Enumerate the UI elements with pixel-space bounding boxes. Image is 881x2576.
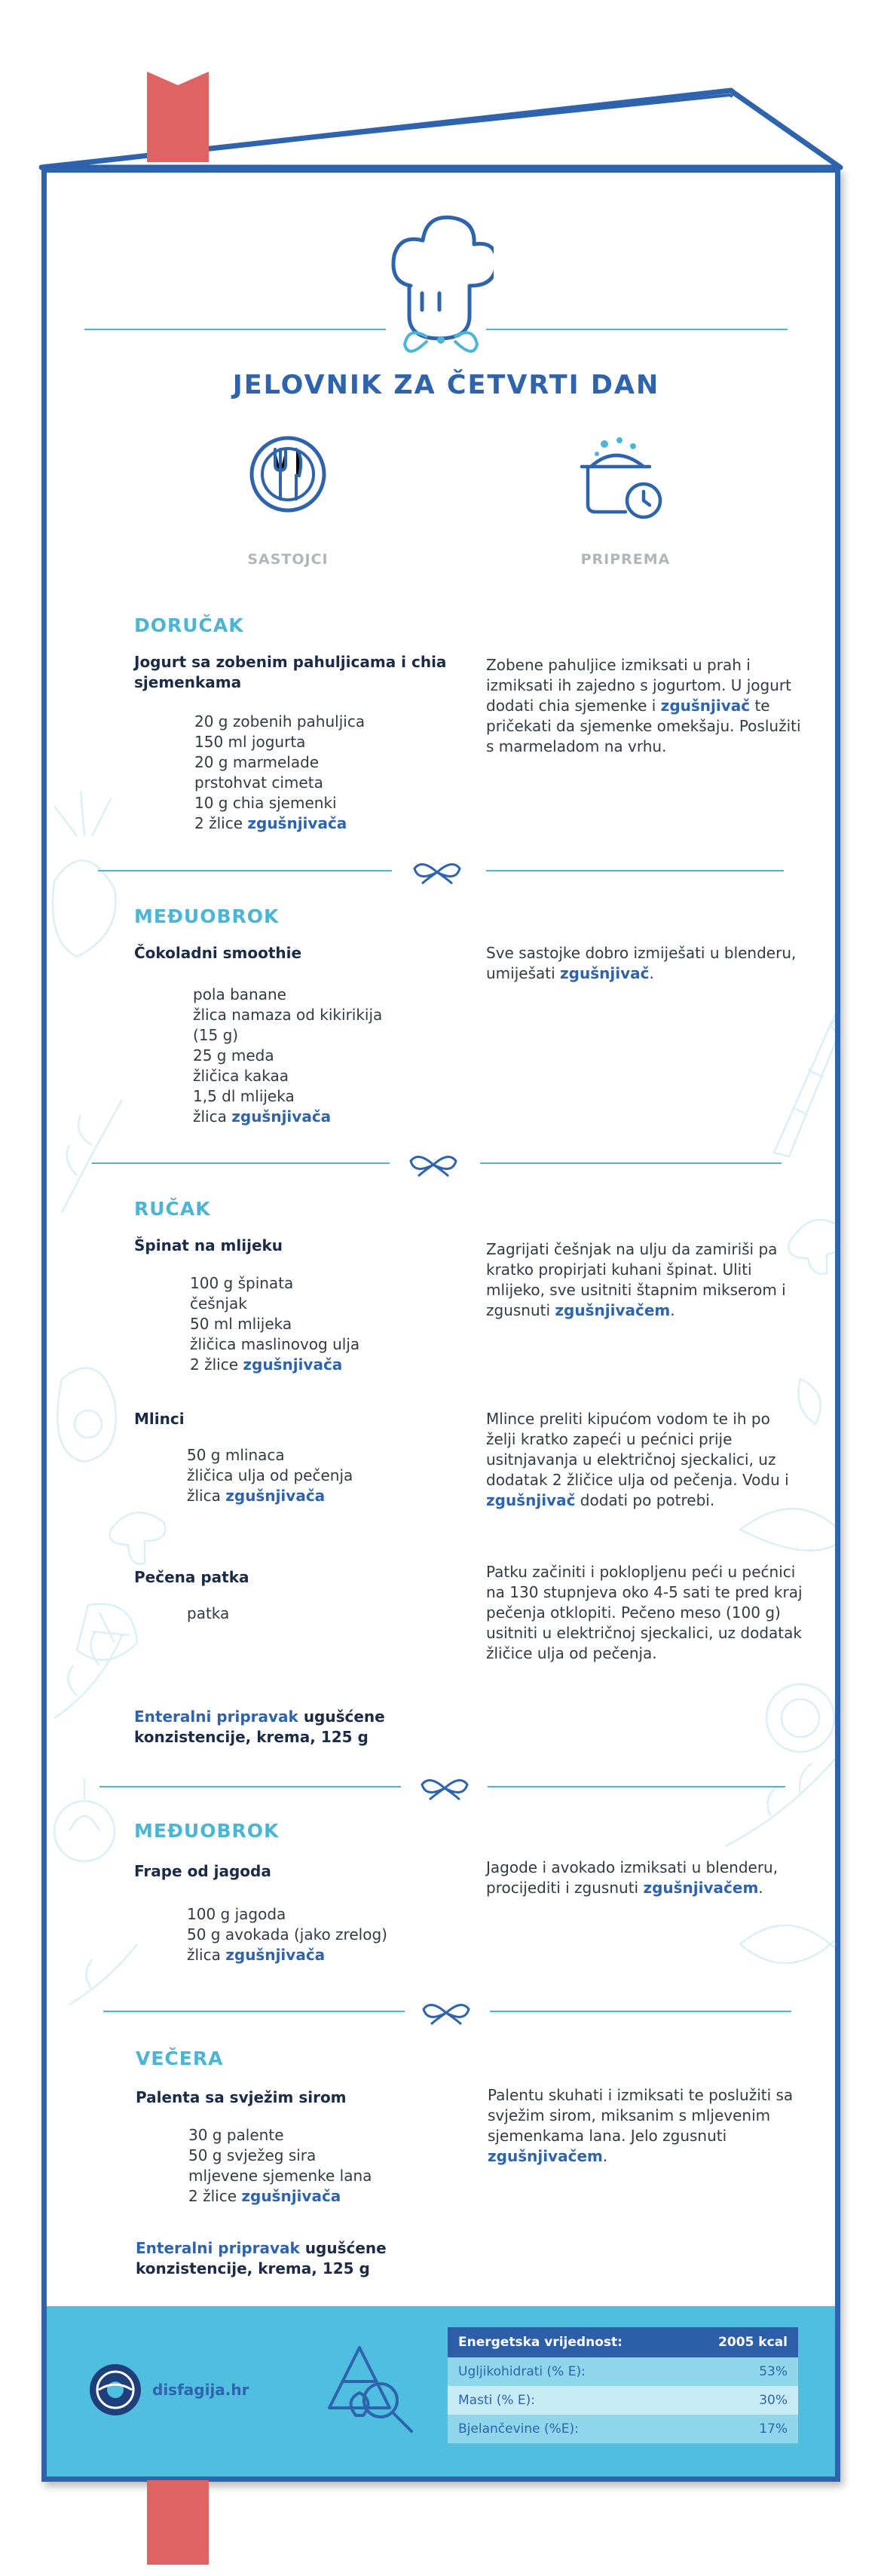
ingredient: 100 g špinata	[190, 1274, 294, 1292]
column-label-ingredients: SASTOJCI	[247, 551, 329, 568]
nutrition-label: Ugljikohidrati (% E):	[458, 2364, 586, 2379]
ingredient: prstohvat cimeta	[194, 773, 323, 792]
ingredient	[193, 1107, 464, 1127]
thickener-highlight: zgušnjivač	[560, 964, 650, 982]
prep-text: Jagode i avokado izmiksati u blenderu, procijediti i zgusnuti	[486, 1858, 779, 1897]
ingredient-list	[187, 1445, 458, 1506]
dish-name: Mlinci	[134, 1410, 185, 1428]
ingredient-list	[188, 2125, 460, 2207]
nutrition-header-value: 2005 kcal	[718, 2335, 788, 2350]
bow-divider-icon	[407, 1150, 460, 1180]
ingredient-amount: 2 žlice	[188, 2187, 237, 2205]
thickener-highlight: zgušnjivačem	[643, 1879, 759, 1897]
nutrition-value: 17%	[759, 2421, 788, 2437]
prep-text: .	[649, 964, 654, 982]
dish-name: Čokoladni smoothie	[134, 944, 302, 962]
enteral-note	[134, 1707, 458, 1747]
ingredient: 10 g chia sjemenki	[194, 794, 337, 812]
header-line-right	[486, 329, 788, 330]
enteral-highlight: Enteralni pripravak	[136, 2239, 300, 2257]
thickener-highlight: zgušnjivača	[225, 1946, 326, 1964]
prep-text: .	[758, 1879, 763, 1897]
thickener-highlight: zgušnjivača	[225, 1487, 326, 1505]
dish-name: Špinat na mlijeku	[134, 1236, 283, 1254]
section-heading-dinner: VEČERA	[136, 2048, 224, 2069]
section-heading-lunch: RUČAK	[134, 1198, 211, 1220]
dish-name: Palenta sa svježim sirom	[136, 2088, 347, 2106]
ingredient: 30 g palente	[188, 2126, 284, 2144]
enteral-note	[136, 2238, 460, 2279]
nutrition-label: Bjelančevine (%E):	[458, 2421, 579, 2437]
thickener-highlight: zgušnjivača	[241, 2187, 341, 2205]
dish-name: Pečena patka	[134, 1568, 249, 1586]
nutrition-row	[448, 2357, 798, 2386]
ingredient: češnjak	[190, 1294, 247, 1313]
divider-line	[99, 1786, 401, 1787]
nutrition-header-label: Energetska vrijednost:	[458, 2335, 623, 2350]
divider-line	[488, 1786, 785, 1787]
ingredient	[187, 1945, 458, 1965]
food-pyramid-magnifier-icon	[322, 2340, 424, 2442]
thickener-highlight: zgušnjivačem	[488, 2147, 603, 2165]
dish-name: Frape od jagoda	[134, 1862, 271, 1880]
chef-hat-icon	[388, 210, 494, 354]
preparation-text	[486, 943, 803, 984]
ingredient	[187, 1486, 458, 1506]
ingredient-list	[194, 712, 466, 834]
enteral-text: ugušćene konzistencije, krema, 125 g	[134, 1708, 385, 1746]
ingredient-amount: 2 žlice	[194, 814, 243, 832]
ingredient-list	[187, 1603, 458, 1624]
nutrition-row	[448, 2415, 798, 2443]
bow-divider-icon	[420, 1998, 473, 2028]
prep-text: Mlince preliti kipućom vodom te ih po želji kratko zapeći u pećnici prije usitnjavanja u električnoj sjeckalici, uz dodatak 2 žličice ulja od pečenja. Vodu i	[486, 1410, 789, 1489]
ingredient: 50 g svježeg sira	[188, 2146, 317, 2164]
ribbon-bottom	[147, 2480, 209, 2565]
section-heading-breakfast: DORUČAK	[134, 614, 244, 636]
ingredient: 50 ml mlijeka	[190, 1315, 292, 1333]
dish-name: Jogurt sa zobenim pahuljicama i chia sjemenkama	[134, 653, 447, 691]
ingredient: 20 g zobenih pahuljica	[194, 712, 366, 731]
prep-text: dodati po potrebi.	[580, 1491, 715, 1509]
enteral-text: ugušćene konzistencije, krema, 125 g	[136, 2239, 387, 2277]
divider-line	[480, 1162, 782, 1164]
thickener-highlight: zgušnjivača	[231, 1107, 332, 1126]
preparation-text	[486, 1409, 803, 1511]
preparation-text	[486, 655, 803, 757]
nutrition-label: Masti (% E):	[458, 2393, 536, 2408]
ingredient	[194, 813, 466, 834]
divider-line	[490, 2011, 791, 2012]
ingredient-amount: 2 žlice	[190, 1355, 238, 1374]
ingredient-amount: žlica	[193, 1107, 227, 1126]
column-label-preparation: PRIPREMA	[580, 551, 671, 568]
ingredient-list	[190, 1273, 461, 1375]
divider-line	[103, 2011, 405, 2012]
ingredient: 20 g marmelade	[194, 753, 320, 771]
bow-divider-icon	[418, 1773, 471, 1803]
prep-text: Zobene pahuljice izmiksati u prah i izmiksati ih zajedno s jogurtom. U jogurt dodati chia sjemenke i	[486, 656, 791, 715]
ingredient	[190, 1355, 461, 1375]
back-sheet	[0, 0, 881, 196]
prep-text: .	[670, 1301, 675, 1319]
menu-card	[41, 167, 840, 2482]
thickener-highlight: zgušnjivačem	[555, 1301, 671, 1319]
thickener-highlight: zgušnjivač	[486, 1491, 576, 1509]
prep-text: Zagrijati češnjak na ulju da zamiriši pa kratko propirjati kuhani špinat. Uliti mlijeko, sve usitniti štapnim mikserom i zgusnuti	[486, 1240, 786, 1319]
footer-bar	[47, 2306, 835, 2476]
cooking-pot-timer-icon	[574, 433, 672, 523]
bow-divider-icon	[411, 857, 463, 887]
ingredient: 50 g mlinaca	[187, 1446, 285, 1464]
ingredient-amount: žlica	[187, 1946, 221, 1964]
preparation-text	[488, 2085, 804, 2167]
nutrition-row	[448, 2386, 798, 2415]
thickener-highlight: zgušnjivača	[243, 1355, 343, 1374]
ingredient: 1,5 dl mlijeka	[193, 1087, 295, 1105]
prep-text: .	[602, 2147, 608, 2165]
thickener-highlight: zgušnjivača	[247, 814, 347, 832]
preparation-text: Patku začiniti i poklopljenu peći u pećnici na 130 stupnjeva oko 4-5 sati te pred kraj pečenja otklopiti. Pečeno meso (100 g) usitniti u električnoj sjeckalici, uz dodatak žličice ulja od pečenja.	[486, 1563, 803, 1662]
nutrition-header	[448, 2327, 798, 2357]
header-line-left	[84, 329, 386, 330]
ingredient: žličica kakaa	[193, 1067, 289, 1085]
preparation-text	[486, 1858, 803, 1898]
preparation-text	[486, 1239, 803, 1321]
divider-line	[486, 870, 784, 871]
prep-text: Sve sastojke dobro izmiješati u blenderu, umiješati	[486, 944, 797, 982]
divider-line	[98, 870, 392, 871]
ingredient	[188, 2186, 460, 2207]
ingredient: pola banane	[193, 985, 286, 1003]
disfagija-logo-icon[interactable]	[88, 2363, 142, 2417]
ingredient: žličica ulja od pečenja	[187, 1466, 353, 1484]
prep-text: Palentu skuhati i izmiksati te poslužiti sa svježim sirom, miksanim s mljevenim sjemenkama lana. Jelo zgusnuti	[488, 2086, 794, 2145]
ingredient: 50 g avokada (jako zrelog)	[187, 1925, 387, 1943]
ingredient: žlica namaza od kikirikija	[193, 1006, 383, 1024]
prep-text: te pričekati da sjemenke omekšaju. Poslužiti s marmeladom na vrhu.	[486, 697, 801, 755]
ingredient: 150 ml jogurta	[194, 733, 306, 751]
ingredient-amount: žlica	[187, 1487, 221, 1505]
nutrition-value: 30%	[759, 2393, 788, 2408]
ingredient-list	[187, 1904, 458, 1965]
ingredient: (15 g)	[193, 1026, 239, 1044]
ingredient: mljevene sjemenke lana	[188, 2167, 372, 2185]
nutrition-value: 53%	[759, 2364, 788, 2379]
site-link[interactable]: disfagija.hr	[152, 2381, 249, 2399]
ingredient-list	[193, 985, 464, 1127]
ingredient: 100 g jagoda	[187, 1905, 286, 1923]
ingredient: patka	[187, 1604, 230, 1622]
thickener-highlight: zgušnjivač	[660, 697, 751, 715]
ingredient: žličica maslinovog ulja	[190, 1335, 360, 1353]
section-heading-snack: MEĐUOBROK	[134, 1820, 280, 1842]
nutrition-table	[448, 2327, 798, 2443]
page-title: JELOVNIK ZA ČETVRTI DAN	[232, 370, 660, 400]
ingredient: 25 g meda	[193, 1046, 274, 1064]
section-heading-snack: MEĐUOBROK	[134, 905, 280, 927]
divider-line	[92, 1162, 390, 1164]
plate-cutlery-icon	[246, 433, 329, 516]
enteral-highlight: Enteralni pripravak	[134, 1708, 298, 1726]
ribbon-notch	[147, 72, 209, 94]
